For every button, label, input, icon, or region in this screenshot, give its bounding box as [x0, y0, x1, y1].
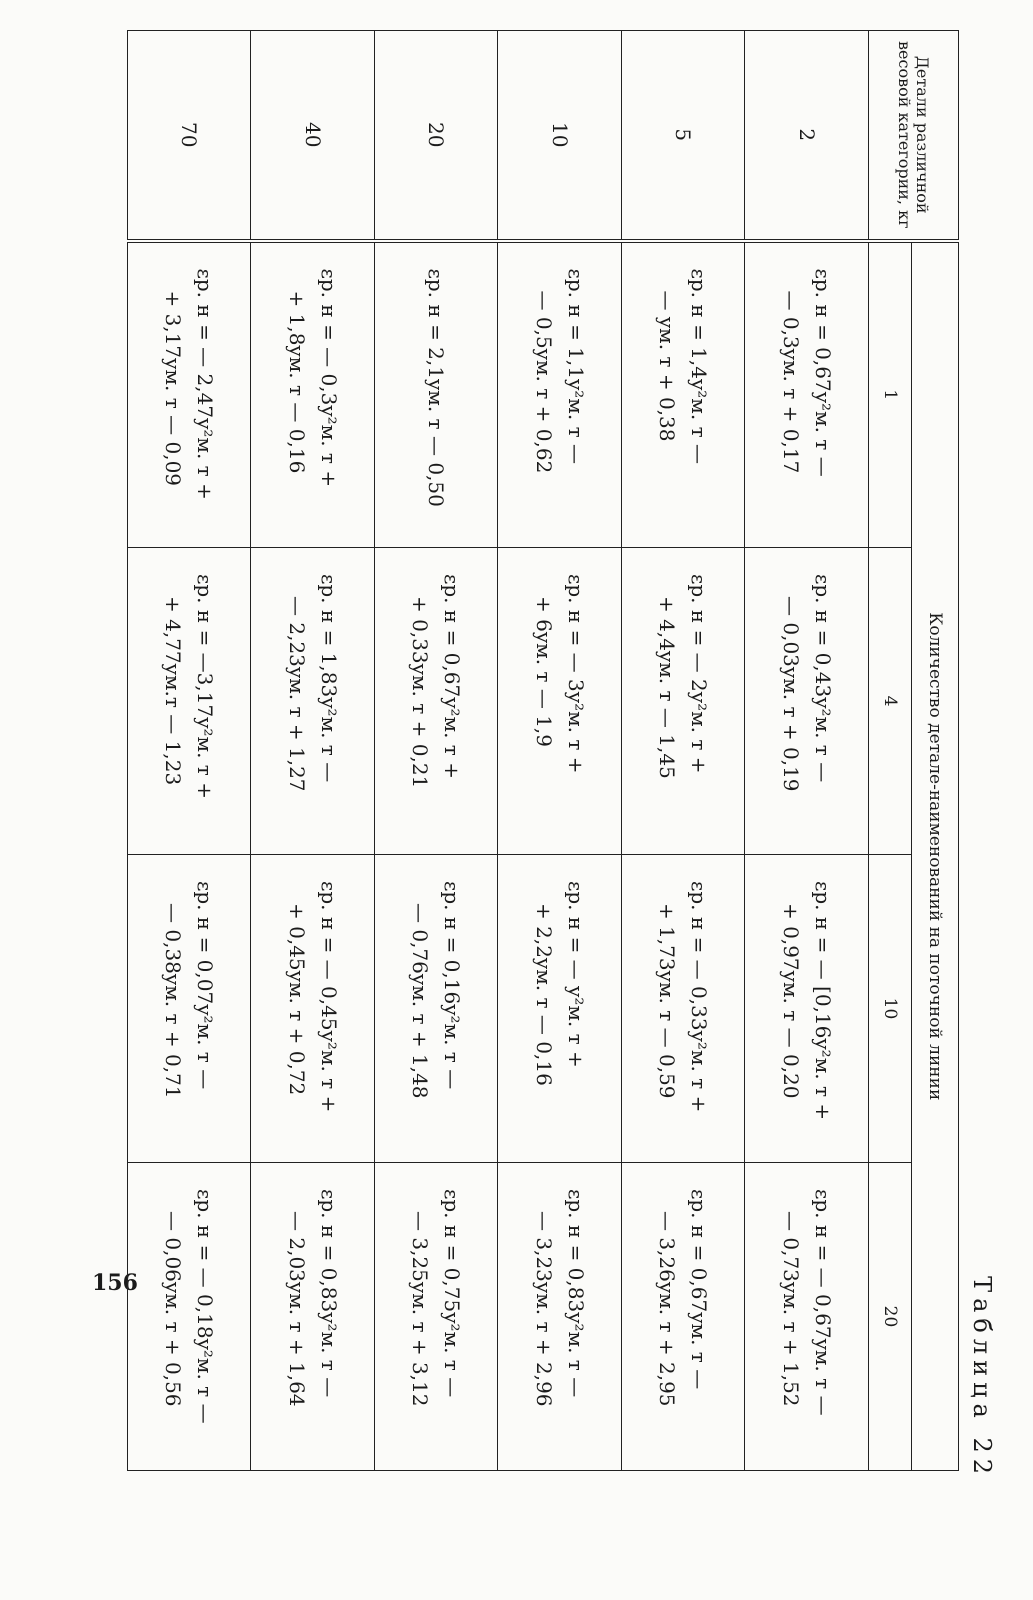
formula-cell	[128, 548, 252, 855]
formula-cell	[375, 241, 499, 548]
formula-line-1: εр. н = 2,1yм. т — 0,50	[424, 268, 449, 507]
formula-line-2: — 0,38yм. т + 0,71	[161, 903, 186, 1099]
column-header: 20	[869, 1163, 912, 1471]
formula-line-2: + 4,77yм.т — 1,23	[161, 596, 186, 786]
formula-line-2: + 0,33yм. т + 0,21	[408, 596, 433, 789]
table-row	[745, 31, 869, 1471]
table-row	[622, 31, 746, 1471]
formula-cell	[745, 548, 869, 855]
formula-cell	[498, 1163, 622, 1471]
formula-cell	[375, 855, 499, 1163]
table-row	[251, 31, 375, 1471]
table-caption: Таблица 22	[968, 1276, 996, 1480]
formula-line-1: εр. н = — y²м. т +	[563, 881, 588, 1068]
table-row	[375, 31, 499, 1471]
weight-cell: 10	[498, 31, 622, 241]
formula-line-1: εр. н = 1,1y²м. т —	[563, 268, 588, 464]
formula-cell	[375, 1163, 499, 1471]
formula-line-1: εр. н = — 2,47y²м. т +	[193, 268, 218, 500]
weight-cell: 40	[251, 31, 375, 241]
formula-cell	[251, 241, 375, 548]
formula-line-2: + 2,2yм. т — 0,16	[531, 903, 556, 1086]
formula-cell	[622, 855, 746, 1163]
formula-cell	[498, 855, 622, 1163]
column-header: 1	[869, 241, 912, 548]
formula-line-2: — 0,5yм. т + 0,62	[531, 290, 556, 474]
weight-cell: 5	[622, 31, 746, 241]
formula-cell	[251, 1163, 375, 1471]
page-number: 156	[92, 1270, 138, 1296]
table-row	[128, 31, 252, 1471]
formula-line-2: — 0,3yм. т + 0,17	[778, 290, 803, 474]
formula-line-1: εр. н = 0,67yм. т —	[687, 1189, 712, 1390]
formula-line-1: εр. н = 0,75y²м. т —	[440, 1189, 465, 1398]
formula-line-1: εр. н = — 0,33y²м. т +	[687, 881, 712, 1113]
formula-line-2: + 0,97yм. т — 0,20	[778, 903, 803, 1099]
formula-cell	[498, 548, 622, 855]
formula-cell	[745, 241, 869, 548]
formula-line-2: — 0,76yм. т + 1,48	[408, 903, 433, 1099]
formula-line-1: εр. н = — 2y²м. т +	[687, 574, 712, 774]
formula-line-2: — 2,23yм. т + 1,27	[284, 596, 309, 792]
weight-cell: 70	[128, 31, 252, 241]
formula-line-2: — 0,03yм. т + 0,19	[778, 596, 803, 792]
formula-line-1: εр. н = —3,17y²м. т +	[193, 574, 218, 799]
formula-line-2: + 4,4yм. т — 1,45	[655, 596, 680, 779]
formula-line-1: εр. н = — 0,18y²м. т —	[193, 1189, 218, 1424]
formula-cell	[128, 855, 252, 1163]
formula-line-1: εр. н = 0,67y²м. т +	[440, 574, 465, 779]
formula-line-2: — 3,26yм. т + 2,95	[655, 1211, 680, 1407]
formula-line-1: εр. н = 0,43y²м. т —	[810, 574, 835, 783]
formula-table	[127, 30, 959, 1471]
formula-line-2: — 3,23yм. т + 2,96	[531, 1211, 556, 1407]
formula-cell	[128, 241, 252, 548]
formula-line-1: εр. н = — 0,67yм. т —	[810, 1189, 835, 1416]
formula-line-1: εр. н = — 0,3y²м. т +	[316, 268, 341, 488]
formula-line-2: + 0,45yм. т + 0,72	[284, 903, 309, 1096]
formula-line-2: — 0,06yм. т + 0,56	[161, 1211, 186, 1407]
formula-line-1: εр. н = 0,07y²м. т —	[193, 881, 218, 1090]
formula-line-2: — 3,25yм. т + 3,12	[408, 1211, 433, 1407]
formula-line-1: εр. н = 1,83y²м. т —	[316, 574, 341, 783]
formula-cell	[251, 548, 375, 855]
formula-line-2: — 0,73yм. т + 1,52	[778, 1211, 803, 1407]
table-row	[498, 31, 622, 1471]
formula-line-1: εр. н = — 0,45y²м. т +	[316, 881, 341, 1113]
formula-cell	[498, 241, 622, 548]
formula-cell	[375, 548, 499, 855]
rotated-page-content	[120, 0, 1000, 1520]
formula-cell	[622, 241, 746, 548]
formula-line-1: εр. н = 1,4y²м. т —	[687, 268, 712, 464]
formula-line-2: — yм. т + 0,38	[655, 290, 680, 442]
formula-line-1: εр. н = 0,83y²м. т —	[316, 1189, 341, 1398]
formula-cell	[128, 1163, 252, 1471]
formula-line-1: εр. н = — 3y²м. т +	[563, 574, 588, 774]
formula-line-2: + 3,17yм. т — 0,09	[161, 290, 186, 487]
formula-line-2: + 1,73yм. т — 0,59	[655, 903, 680, 1099]
formula-cell	[745, 855, 869, 1163]
formula-line-1: εр. н = 0,83y²м. т —	[563, 1189, 588, 1398]
formula-cell	[622, 548, 746, 855]
column-header: 10	[869, 855, 912, 1163]
formula-cell	[745, 1163, 869, 1471]
formula-cell	[622, 1163, 746, 1471]
formula-line-2: — 2,03yм. т + 1,64	[284, 1211, 309, 1407]
formula-line-2: + 6yм. т — 1,9	[531, 596, 556, 747]
weight-cell: 2	[745, 31, 869, 241]
formula-cell	[251, 855, 375, 1163]
formula-line-1: εр. н = — [0,16y²м. т +	[810, 881, 835, 1121]
formula-line-1: εр. н = 0,16y²м. т —	[440, 881, 465, 1090]
column-group-header: Количество детале-наименований на поточной линии	[912, 241, 959, 1471]
formula-line-1: εр. н = 0,67y²м. т —	[810, 268, 835, 477]
column-header: 4	[869, 548, 912, 855]
formula-line-2: + 1,8yм. т — 0,16	[284, 290, 309, 474]
row-header-label: Детали различной весовой категории, кг	[869, 31, 959, 241]
weight-cell: 20	[375, 31, 499, 241]
